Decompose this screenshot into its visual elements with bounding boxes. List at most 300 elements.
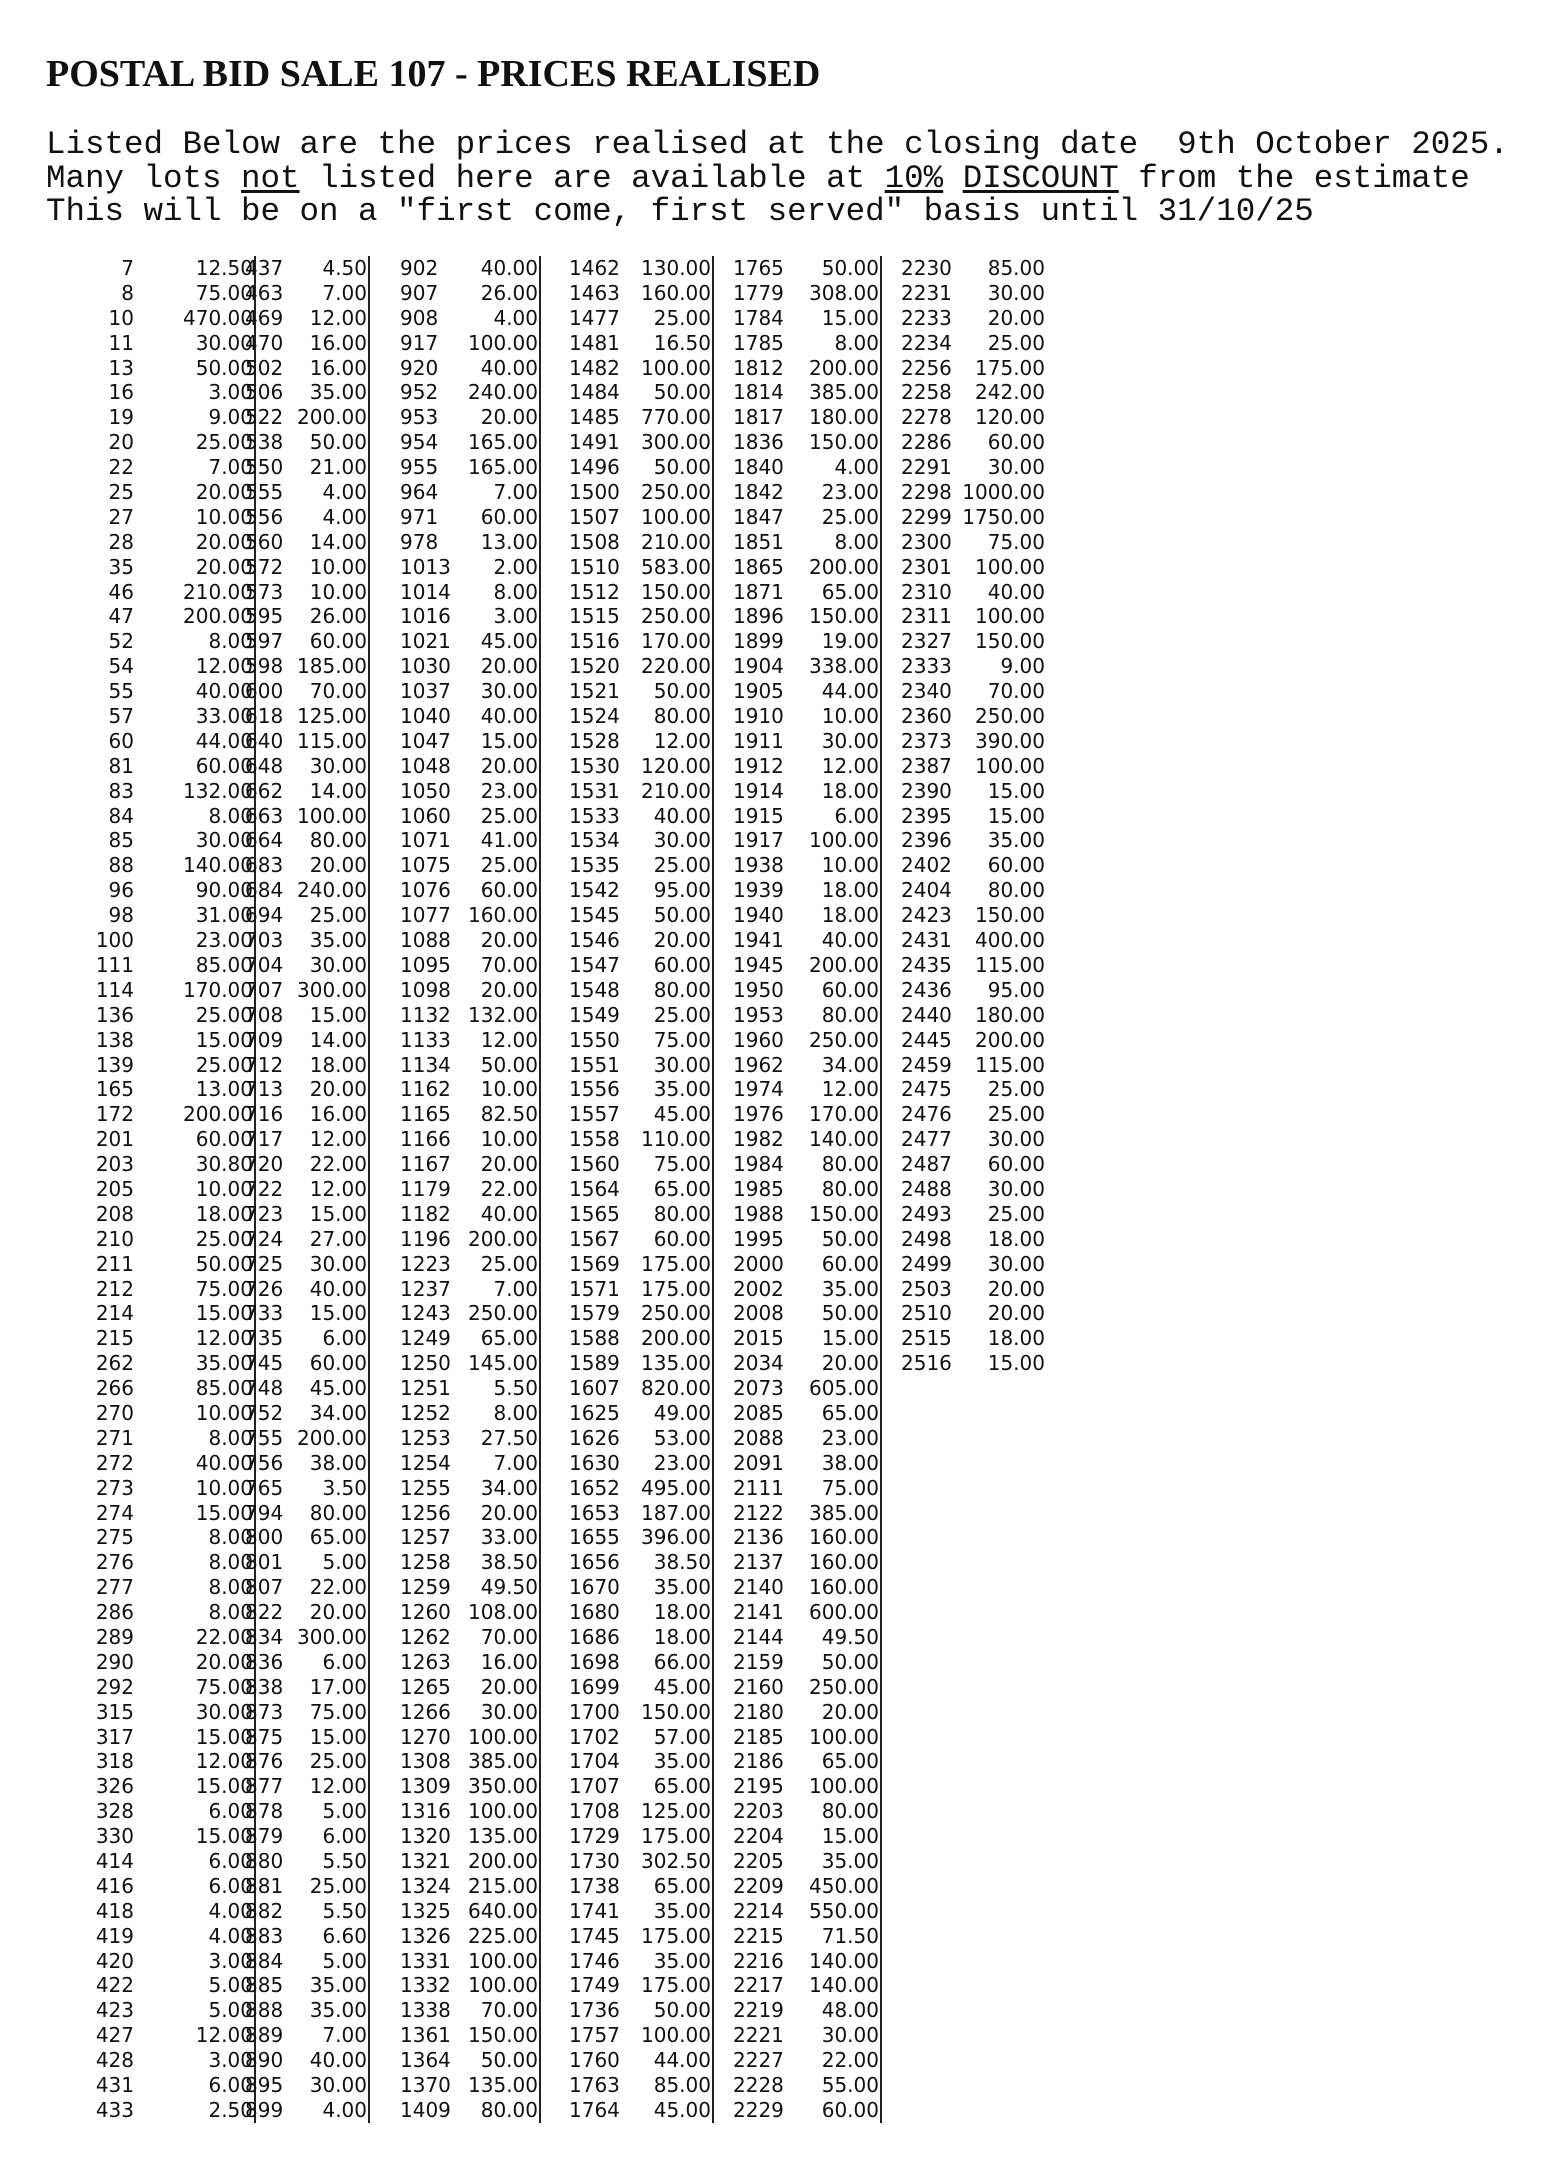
lot-number: 2503 [901, 1276, 952, 1301]
lot-row [733, 804, 880, 829]
price-realised: 150.00 [809, 604, 879, 629]
price-realised: 40.00 [987, 579, 1045, 604]
lot-row [400, 654, 539, 679]
lot-row [234, 1426, 368, 1451]
price-realised: 9.00 [208, 405, 253, 430]
lot-number: 735 [245, 1326, 284, 1351]
lot-number: 560 [245, 529, 284, 554]
lot-row [565, 2073, 712, 2098]
lot-row [234, 530, 368, 555]
price-realised: 34.00 [309, 1400, 367, 1425]
lot-row [40, 704, 254, 729]
price-realised: 9.00 [1000, 654, 1045, 679]
lot-number: 2085 [733, 1400, 784, 1425]
lot-row [400, 1849, 539, 1874]
lot-row [40, 530, 254, 555]
lot-number: 648 [245, 753, 284, 778]
price-realised: 100.00 [641, 355, 711, 380]
lot-row [565, 1277, 712, 1302]
price-realised: 40.00 [309, 2048, 367, 2073]
lot-row [40, 1501, 254, 1526]
lot-row [234, 1675, 368, 1700]
lot-row [40, 1376, 254, 1401]
price-realised: 75.00 [195, 1276, 253, 1301]
lot-number: 1995 [733, 1226, 784, 1251]
lot-row [733, 853, 880, 878]
price-realised: 390.00 [975, 728, 1045, 753]
lot-row [40, 1426, 254, 1451]
price-realised: 6.00 [322, 1649, 367, 1674]
lot-number: 1040 [400, 704, 451, 729]
lot-number: 834 [245, 1624, 284, 1649]
lot-row [40, 1152, 254, 1177]
price-realised: 60.00 [821, 1251, 879, 1276]
intro-line-2-start: Many lots [46, 159, 242, 197]
lot-number: 1847 [733, 504, 784, 529]
price-realised: 820.00 [641, 1376, 711, 1401]
lot-row [565, 1899, 712, 1924]
lot-number: 416 [95, 1873, 134, 1898]
lot-number: 210 [95, 1226, 134, 1251]
price-realised: 35.00 [653, 1077, 711, 1102]
lot-number: 964 [400, 480, 439, 505]
price-realised: 45.00 [480, 629, 538, 654]
lot-number: 595 [245, 604, 284, 629]
price-realised: 6.00 [834, 803, 879, 828]
price-realised: 60.00 [480, 504, 538, 529]
lot-number: 422 [95, 1973, 134, 1998]
lot-row [40, 1675, 254, 1700]
lot-row [400, 804, 539, 829]
lot-number: 2373 [901, 728, 952, 753]
lot-number: 2215 [733, 1923, 784, 1948]
lot-number: 1134 [400, 1052, 451, 1077]
lot-row [234, 1376, 368, 1401]
price-realised: 85.00 [653, 2073, 711, 2098]
lot-row [400, 1102, 539, 1127]
lot-row [900, 256, 1050, 281]
lot-number: 1950 [733, 977, 784, 1002]
price-realised: 200.00 [297, 1425, 367, 1450]
price-realised: 385.00 [809, 1500, 879, 1525]
lot-number: 522 [245, 405, 284, 430]
lot-row [400, 331, 539, 356]
price-realised: 45.00 [653, 1674, 711, 1699]
lot-number: 2186 [733, 1749, 784, 1774]
lot-number: 748 [245, 1376, 284, 1401]
lot-number: 502 [245, 355, 284, 380]
price-realised: 100.00 [975, 554, 1045, 579]
lot-number: 1938 [733, 853, 784, 878]
lot-number: 2209 [733, 1873, 784, 1898]
lot-row [900, 754, 1050, 779]
price-realised: 20.00 [987, 305, 1045, 330]
lot-row [400, 1973, 539, 1998]
lot-row [565, 1501, 712, 1526]
lot-number: 538 [245, 430, 284, 455]
price-realised: 70.00 [987, 679, 1045, 704]
lot-number: 2227 [733, 2048, 784, 2073]
price-realised: 50.00 [195, 1251, 253, 1276]
lot-row [234, 1028, 368, 1053]
lot-number: 2498 [901, 1226, 952, 1251]
lot-row [565, 2048, 712, 2073]
lot-number: 877 [245, 1774, 284, 1799]
lot-row [733, 1501, 880, 1526]
lot-row [733, 1700, 880, 1725]
lot-number: 1237 [400, 1276, 451, 1301]
lot-number: 2327 [901, 629, 952, 654]
price-realised: 50.00 [309, 430, 367, 455]
price-realised: 25.00 [309, 903, 367, 928]
lot-row [400, 629, 539, 654]
lot-number: 1531 [569, 778, 620, 803]
price-realised: 20.00 [195, 529, 253, 554]
price-realised: 65.00 [309, 1525, 367, 1550]
price-realised: 200.00 [809, 355, 879, 380]
price-realised: 44.00 [821, 679, 879, 704]
lot-row [900, 555, 1050, 580]
lot-number: 722 [245, 1176, 284, 1201]
lot-number: 1784 [733, 305, 784, 330]
price-realised: 6.00 [322, 1824, 367, 1849]
price-realised: 15.00 [195, 1824, 253, 1849]
lot-row [234, 1550, 368, 1575]
price-realised: 23.00 [653, 1450, 711, 1475]
price-realised: 80.00 [821, 1002, 879, 1027]
lot-number: 2203 [733, 1799, 784, 1824]
price-realised: 18.00 [821, 878, 879, 903]
price-realised: 40.00 [480, 1201, 538, 1226]
lot-row [565, 1177, 712, 1202]
price-realised: 100.00 [297, 803, 367, 828]
price-realised: 40.00 [309, 1276, 367, 1301]
lot-row [40, 754, 254, 779]
price-realised: 160.00 [809, 1575, 879, 1600]
lot-number: 1842 [733, 480, 784, 505]
lot-number: 1521 [569, 679, 620, 704]
lot-row [234, 1774, 368, 1799]
lot-number: 27 [108, 504, 134, 529]
price-realised: 225.00 [468, 1923, 538, 1948]
price-realised: 22.00 [309, 1575, 367, 1600]
lot-row [565, 679, 712, 704]
price-realised: 13.00 [480, 529, 538, 554]
lot-number: 1516 [569, 629, 620, 654]
price-realised: 44.00 [195, 728, 253, 753]
lot-number: 1579 [569, 1301, 620, 1326]
lot-number: 1550 [569, 1027, 620, 1052]
lot-row [400, 455, 539, 480]
lot-row [400, 1003, 539, 1028]
lot-number: 1249 [400, 1326, 451, 1351]
lot-number: 2091 [733, 1450, 784, 1475]
price-realised: 49.50 [480, 1575, 538, 1600]
price-realised: 75.00 [821, 1475, 879, 1500]
lot-row [733, 1476, 880, 1501]
lot-number: 978 [400, 529, 439, 554]
lot-row [565, 1700, 712, 1725]
price-realised: 35.00 [653, 1898, 711, 1923]
lot-number: 2231 [901, 280, 952, 305]
price-realised: 27.00 [309, 1226, 367, 1251]
lot-number: 2516 [901, 1351, 952, 1376]
price-realised: 145.00 [468, 1351, 538, 1376]
lot-row [565, 729, 712, 754]
price-realised: 640.00 [468, 1898, 538, 1923]
price-realised: 60.00 [821, 2097, 879, 2122]
lot-row [40, 1028, 254, 1053]
price-realised: 250.00 [809, 1027, 879, 1052]
lot-number: 1730 [569, 1849, 620, 1873]
lot-row [565, 1053, 712, 1078]
lot-row [733, 281, 880, 306]
lot-number: 1699 [569, 1674, 620, 1699]
lot-number: 1764 [569, 2097, 620, 2122]
lot-row [234, 1600, 368, 1625]
lot-row [400, 928, 539, 953]
price-realised: 125.00 [641, 1799, 711, 1824]
price-realised: 45.00 [653, 2097, 711, 2122]
lot-row [400, 1202, 539, 1227]
lot-row [900, 331, 1050, 356]
lot-number: 920 [400, 355, 439, 380]
price-realised: 80.00 [309, 1500, 367, 1525]
lot-row [40, 1401, 254, 1426]
price-realised: 80.00 [821, 1176, 879, 1201]
lot-number: 1653 [569, 1500, 620, 1525]
price-realised: 170.00 [183, 977, 253, 1002]
lot-number: 136 [95, 1002, 134, 1027]
lot-row [733, 1924, 880, 1949]
price-column-3 [400, 256, 541, 2123]
lot-number: 704 [245, 952, 284, 977]
lot-row [234, 604, 368, 629]
price-realised: 200.00 [975, 1027, 1045, 1052]
price-realised: 150.00 [641, 579, 711, 604]
lot-row [400, 1028, 539, 1053]
lot-number: 326 [95, 1774, 134, 1799]
price-realised: 302.50 [641, 1849, 711, 1873]
lot-number: 1939 [733, 878, 784, 903]
lot-number: 1729 [569, 1824, 620, 1849]
lot-row [400, 430, 539, 455]
lot-number: 1338 [400, 1998, 451, 2023]
price-realised: 135.00 [468, 1824, 538, 1849]
lot-number: 2185 [733, 1724, 784, 1749]
price-realised: 15.00 [309, 1002, 367, 1027]
lot-row [40, 1575, 254, 1600]
lot-number: 1496 [569, 455, 620, 480]
lot-number: 550 [245, 455, 284, 480]
lot-number: 1765 [733, 256, 784, 280]
price-realised: 38.00 [309, 1450, 367, 1475]
price-realised: 300.00 [297, 977, 367, 1002]
lot-number: 1564 [569, 1176, 620, 1201]
price-realised: 12.00 [309, 305, 367, 330]
lot-number: 2034 [733, 1351, 784, 1376]
lot-row [40, 1600, 254, 1625]
price-realised: 6.00 [208, 2073, 253, 2098]
price-realised: 49.50 [821, 1624, 879, 1649]
price-realised: 50.00 [480, 1052, 538, 1077]
price-realised: 100.00 [641, 2023, 711, 2048]
lot-row [234, 654, 368, 679]
price-realised: 4.00 [208, 1923, 253, 1948]
lot-row [400, 1401, 539, 1426]
price-realised: 15.00 [195, 1724, 253, 1749]
lot-row [565, 1326, 712, 1351]
lot-row [565, 1949, 712, 1974]
lot-number: 1507 [569, 504, 620, 529]
lot-row [234, 1077, 368, 1102]
lot-row [733, 455, 880, 480]
lot-row [565, 281, 712, 306]
lot-number: 1588 [569, 1326, 620, 1351]
lot-row [234, 779, 368, 804]
price-realised: 12.00 [821, 753, 879, 778]
lot-row [900, 604, 1050, 629]
lot-row [234, 928, 368, 953]
price-realised: 20.00 [987, 1301, 1045, 1326]
price-realised: 15.00 [821, 1326, 879, 1351]
price-realised: 25.00 [821, 504, 879, 529]
price-realised: 18.00 [987, 1326, 1045, 1351]
lot-row [234, 1700, 368, 1725]
lot-row [234, 1252, 368, 1277]
price-realised: 25.00 [987, 1077, 1045, 1102]
price-realised: 6.60 [322, 1923, 367, 1948]
lot-row [40, 604, 254, 629]
price-realised: 82.50 [480, 1102, 538, 1127]
lot-number: 1817 [733, 405, 784, 430]
price-realised: 7.00 [493, 1276, 538, 1301]
lot-number: 100 [95, 928, 134, 953]
lot-number: 437 [245, 256, 284, 280]
price-realised: 8.00 [493, 1400, 538, 1425]
price-realised: 16.50 [653, 330, 711, 355]
price-realised: 33.00 [480, 1525, 538, 1550]
lot-number: 274 [95, 1500, 134, 1525]
price-realised: 140.00 [809, 1127, 879, 1152]
lot-number: 1477 [569, 305, 620, 330]
price-realised: 15.00 [195, 1500, 253, 1525]
price-realised: 250.00 [468, 1301, 538, 1326]
price-realised: 165.00 [468, 455, 538, 480]
price-realised: 338.00 [809, 654, 879, 679]
price-realised: 34.00 [821, 1052, 879, 1077]
lot-number: 46 [108, 579, 134, 604]
price-realised: 605.00 [809, 1376, 879, 1401]
lot-number: 2445 [901, 1027, 952, 1052]
lot-row [400, 306, 539, 331]
lot-number: 315 [95, 1699, 134, 1724]
price-realised: 30.00 [195, 828, 253, 853]
lot-row [900, 853, 1050, 878]
lot-row [40, 1053, 254, 1078]
lot-number: 2431 [901, 928, 952, 953]
lot-row [900, 978, 1050, 1003]
lot-number: 16 [108, 380, 134, 405]
lot-row [40, 2048, 254, 2073]
lot-row [733, 580, 880, 605]
price-realised: 60.00 [480, 878, 538, 903]
price-realised: 30.00 [821, 2023, 879, 2048]
lot-number: 2396 [901, 828, 952, 853]
lot-row [733, 1849, 880, 1874]
price-realised: 23.00 [821, 480, 879, 505]
lot-row [565, 1973, 712, 1998]
lot-row [234, 281, 368, 306]
lot-number: 2436 [901, 977, 952, 1002]
lot-number: 1530 [569, 753, 620, 778]
lot-row [565, 555, 712, 580]
lot-row [40, 1326, 254, 1351]
lot-number: 703 [245, 928, 284, 953]
lot-row [234, 1152, 368, 1177]
price-realised: 85.00 [195, 1376, 253, 1401]
lot-number: 463 [245, 280, 284, 305]
lot-row [733, 1799, 880, 1824]
lot-row [400, 380, 539, 405]
price-realised: 30.00 [309, 753, 367, 778]
price-realised: 16.00 [309, 330, 367, 355]
lot-number: 1258 [400, 1550, 451, 1575]
lot-row [400, 729, 539, 754]
lot-row [400, 704, 539, 729]
price-realised: 60.00 [987, 1152, 1045, 1177]
lot-row [40, 1899, 254, 1924]
lot-number: 165 [95, 1077, 134, 1102]
lot-row [400, 2073, 539, 2098]
price-realised: 5.50 [322, 1898, 367, 1923]
price-realised: 25.00 [309, 1873, 367, 1898]
lot-number: 2159 [733, 1649, 784, 1674]
price-realised: 16.00 [309, 355, 367, 380]
price-realised: 65.00 [653, 1176, 711, 1201]
lot-row [400, 1152, 539, 1177]
lot-row [400, 779, 539, 804]
lot-number: 1763 [569, 2073, 620, 2098]
lot-row [900, 1227, 1050, 1252]
lot-row [400, 1650, 539, 1675]
price-realised: 45.00 [653, 1102, 711, 1127]
lot-row [900, 1326, 1050, 1351]
lot-number: 1253 [400, 1425, 451, 1450]
lot-number: 1077 [400, 903, 451, 928]
lot-number: 1565 [569, 1201, 620, 1226]
lot-number: 205 [95, 1176, 134, 1201]
lot-number: 1736 [569, 1998, 620, 2023]
lot-number: 917 [400, 330, 439, 355]
price-realised: 12.00 [821, 1077, 879, 1102]
lot-row [900, 1077, 1050, 1102]
price-realised: 180.00 [975, 1002, 1045, 1027]
lot-row [400, 1998, 539, 2023]
lot-number: 139 [95, 1052, 134, 1077]
underlined-discount-rate: 10% [884, 159, 944, 197]
price-realised: 15.00 [821, 305, 879, 330]
lot-number: 277 [95, 1575, 134, 1600]
lot-row [400, 1077, 539, 1102]
lot-number: 22 [108, 455, 134, 480]
lot-number: 745 [245, 1351, 284, 1376]
lot-number: 2111 [733, 1475, 784, 1500]
lot-number: 1542 [569, 878, 620, 903]
lot-row [234, 1301, 368, 1326]
lot-number: 1095 [400, 952, 451, 977]
lot-row [40, 804, 254, 829]
